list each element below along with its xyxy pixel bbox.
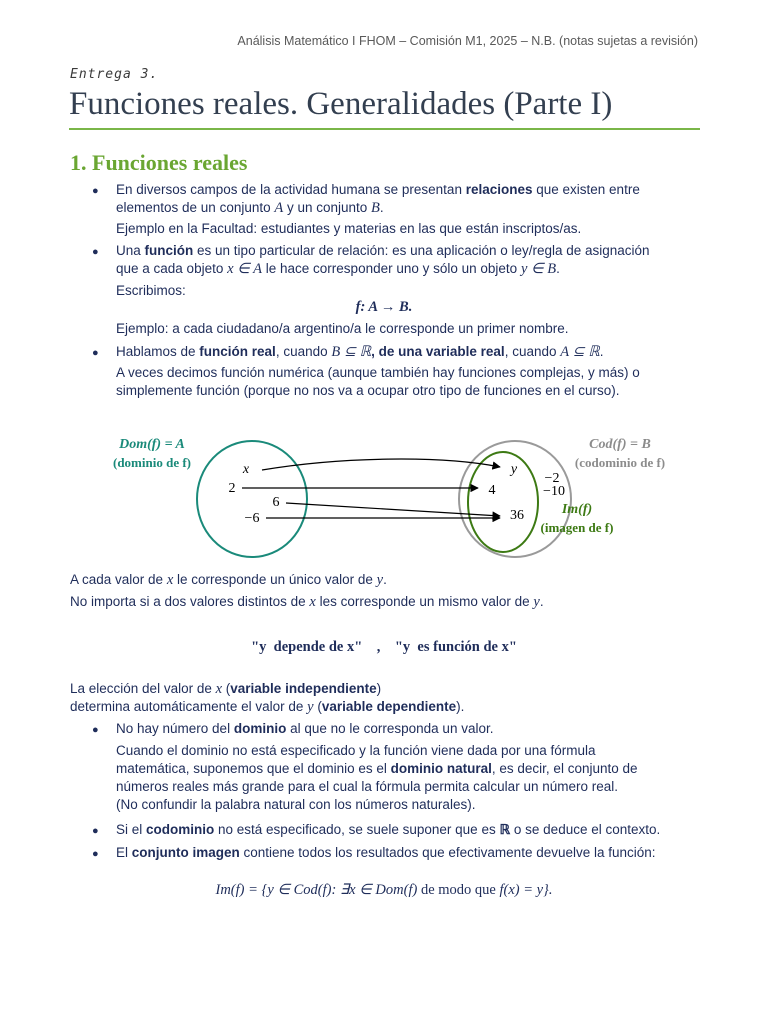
dependent-variable-line: determina automáticamente el valor de y (variable dependiente). — [70, 699, 465, 715]
domain-set — [197, 441, 307, 557]
entrega-label: Entrega 3. — [70, 67, 159, 82]
codomain-label: Cod(f) = B — [589, 437, 651, 452]
bullet-icon: ● — [92, 724, 99, 736]
domain-sublabel: (dominio de f) — [113, 455, 191, 470]
codomain-set — [459, 441, 571, 557]
left-item: −6 — [244, 511, 260, 526]
codomain-bullet: Si el codominio no está especificado, se suele suponer que es ℝ o se deduce el contexto. — [116, 822, 661, 837]
page-title: Funciones reales. Generalidades (Parte I) — [69, 86, 613, 122]
page-header: Análisis Matemático I FHOM – Comisión M1, 2025 – N.B. (notas sujetas a revisión) — [237, 34, 698, 48]
right-item: y — [510, 462, 518, 477]
bullet-icon: ● — [92, 246, 99, 258]
bullet-icon: ● — [92, 347, 99, 359]
bullet-icon: ● — [92, 825, 99, 837]
left-item: 2 — [228, 481, 236, 496]
paragraph-function: Una función es un tipo particular de relación: es una aplicación o ley/regla de asignación que a cada objeto x ∈ A le hace corresponder uno y sólo un objeto y ∈ B. — [116, 243, 650, 277]
outside-item: −10 — [543, 484, 565, 499]
natural-domain-paragraph: Cuando el dominio no está especificado y la función viene dada por una fórmula matemática, suponemos que el dominio es el dominio natural, es decir, el conjunto de números reales más grande para el cual la fórmula permita calcular un número real. (No confundir la palabra natural con los números naturales). — [116, 743, 638, 812]
image-sublabel: (imagen de f) — [540, 520, 614, 535]
escribimos-label: Escribimos: — [116, 283, 186, 298]
image-set — [468, 452, 538, 552]
bullet-icon: ● — [92, 185, 99, 197]
outside-item: −2 — [544, 471, 560, 486]
paragraph-relations: En diversos campos de la actividad humana se presentan relaciones que existen entre elementos de un conjunto A y un conjunto B. — [116, 182, 640, 216]
left-item: x — [242, 462, 250, 477]
domain-label: Dom(f) = A — [119, 437, 185, 452]
image-bullet: El conjunto imagen contiene todos los resultados que efectivamente devuelve la función: — [116, 845, 656, 860]
paragraph-real-function: Hablamos de función real, cuando B ⊆ ℝ, de una variable real, cuando A ⊆ ℝ. — [116, 344, 604, 360]
section-heading: 1. Funciones reales — [70, 150, 248, 175]
example-citizen: Ejemplo: a cada ciudadano/a argentino/a le corresponde un primer nombre. — [116, 321, 569, 336]
example-faculty: Ejemplo en la Facultad: estudiantes y materias en las que están inscriptos/as. — [116, 221, 582, 236]
right-item: 36 — [510, 508, 524, 523]
function-notation: f: A → B. — [355, 299, 413, 315]
dependence-quote: "y depende de x" , "y es función de x" — [251, 639, 517, 655]
same-value-line: No importa si a dos valores distintos de x les corresponde un mismo valor de y. — [70, 594, 544, 610]
bullet-icon: ● — [92, 848, 99, 860]
paragraph-numeric: A veces decimos función numérica (aunque también hay funciones complejas, y más) o simplemente función (porque no nos va a ocupar otro tipo de funciones en el curso). — [116, 365, 640, 398]
title-rule — [69, 128, 700, 130]
codomain-sublabel: (codominio de f) — [574, 455, 666, 470]
image-label: Im(f) — [561, 502, 593, 517]
domain-bullet: No hay número del dominio al que no le corresponda un valor. — [116, 721, 494, 736]
left-item: 6 — [272, 495, 280, 510]
unique-value-line: A cada valor de x le corresponde un único valor de y. — [70, 572, 387, 588]
right-item: 4 — [488, 483, 496, 498]
independent-variable-line: La elección del valor de x (variable independiente) — [70, 681, 382, 697]
image-set-formula: Im(f) = {y ∈ Cod(f): ∃x ∈ Dom(f) de modo que f(x) = y}. — [215, 882, 553, 898]
function-diagram — [0, 425, 768, 570]
